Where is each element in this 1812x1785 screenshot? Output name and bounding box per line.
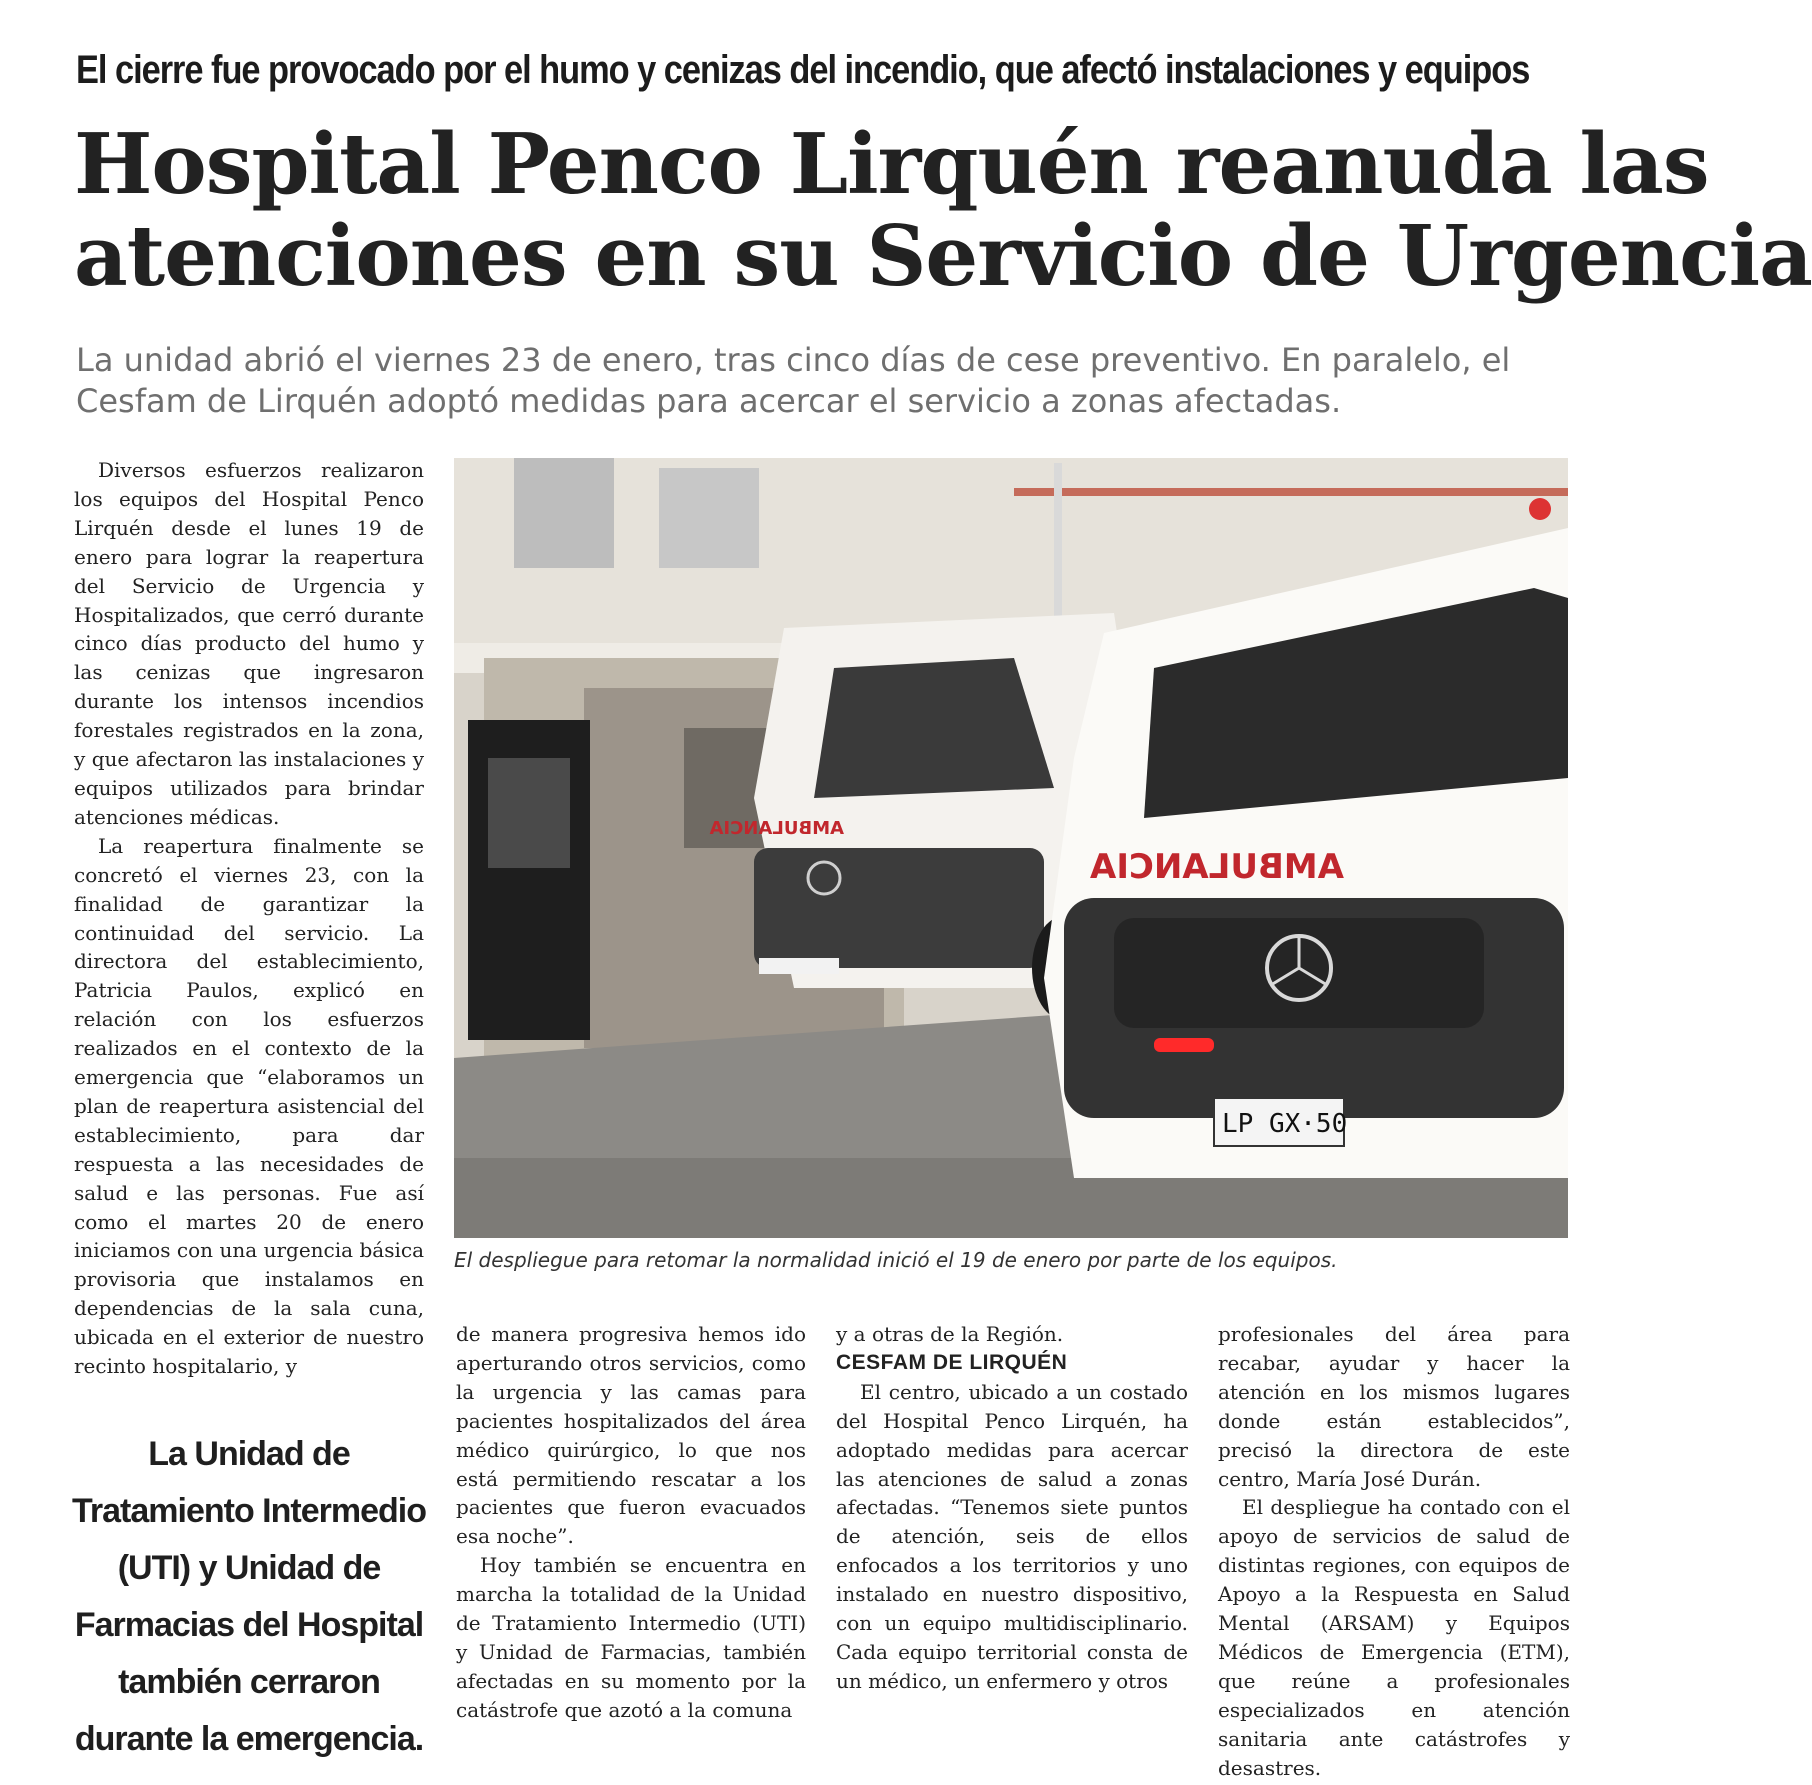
back-ambulance-text: AMBULANCIA bbox=[709, 818, 844, 839]
headline bbox=[74, 115, 1812, 305]
body-paragraph: de manera progresiva hemos ido aperturando otros servicios, como la urgencia y las camas para pacientes hospitalizados del área médico quirúrgico, lo que nos está permitiendo rescatar a los pacientes que fueron evacuados esa noche”. bbox=[456, 1322, 806, 1549]
photo-caption: El despliegue para retomar la normalidad inició el 19 de enero por parte de los equipos. bbox=[454, 1248, 1338, 1272]
deck bbox=[76, 340, 1576, 422]
body-paragraph: y a otras de la Región. bbox=[836, 1322, 1064, 1346]
body-paragraph: El despliegue ha contado con el apoyo de servicios de salud de distintas regiones, con equipos de Apoyo a la Respuesta en Salud Mental (ARSAM) y Equipos Médicos de Emergencia (ETM), que reúne a profesionales especializados en atención sanitaria ante catástrofes y desastres. bbox=[1218, 1495, 1570, 1780]
body-paragraph: Diversos esfuerzos realizaron los equipos del Hospital Penco Lirquén desde el lunes 19 de enero para lograr la reapertura del Servicio de Urgencia y Hospitalizados, que cerró durante cinco días producto del humo y las cenizas que ingresaron durante los intensos incendios forestales registrados en la zona, y que afectaron las instalaciones y equipos utilizados para brindar atenciones médicas. bbox=[74, 458, 424, 829]
headline-line-1: Hospital Penco Lirquén reanuda las bbox=[74, 115, 1709, 213]
pull-quote: La Unidad de Tratamiento Intermedio (UTI) y Unidad de Farmacias del Hospital también cerraron durante la emergencia. bbox=[72, 1435, 426, 1758]
body-column-1 bbox=[74, 456, 424, 1379]
headline-line-2: atenciones en su Servicio de Urgencia bbox=[74, 207, 1812, 305]
deck-line-1: La unidad abrió el viernes 23 de enero, tras cinco días de cese preventivo. En paralelo, el bbox=[76, 341, 1511, 379]
body-column-2 bbox=[456, 1320, 806, 1726]
body-paragraph: El centro, ubicado a un costado del Hospital Penco Lirquén, ha adoptado medidas para acercar las atenciones de salud a zonas afectadas. “Tenemos siete puntos de atención, seis de ellos enfocados a los territorios y uno instalado en nuestro dispositivo, con un equipo multidisciplinario. Cada equipo territorial consta de un médico, un enfermero y otros bbox=[836, 1379, 1188, 1693]
kicker: El cierre fue provocado por el humo y cenizas del incendio, que afectó instalaciones y equipos bbox=[76, 48, 1530, 92]
body-paragraph: profesionales del área para recabar, ayudar y hacer la atención en los mismos lugares donde están establecidos”, precisó la directora de este centro, María José Durán. bbox=[1218, 1322, 1570, 1491]
deck-line-2: Cesfam de Lirquén adoptó medidas para acercar el servicio a zonas afectadas. bbox=[76, 382, 1342, 420]
body-column-4 bbox=[1218, 1320, 1570, 1780]
ambulance-photo bbox=[454, 458, 1568, 1238]
front-ambulance-plate: LP GX·50 bbox=[1222, 1109, 1348, 1139]
section-subhead: CESFAM DE LIRQUÉN bbox=[836, 1350, 1068, 1374]
ambulance-photo-illustration bbox=[454, 458, 1568, 1238]
front-ambulance-text: AMBULANCIA bbox=[1089, 847, 1344, 887]
body-paragraph: Hoy también se encuentra en marcha la totalidad de la Unidad de Tratamiento Intermedio (UTI) y Unidad de Farmacias, también afectadas en su momento por la catástrofe que azotó a la comuna bbox=[456, 1553, 806, 1722]
body-column-3 bbox=[836, 1320, 1188, 1726]
body-paragraph: La reapertura finalmente se concretó el viernes 23, con la finalidad de garantizar la continuidad del servicio. La directora del establecimiento, Patricia Paulos, explicó en relación con los esfuerzos realizados en el contexto de la emergencia que “elaboramos un plan de reapertura asistencial del establecimiento, para dar respuesta a las necesidades de salud e las personas. Fue así como el martes 20 de enero iniciamos con una urgencia básica provisoria que instalamos en dependencias de la sala cuna, ubicada en el exterior de nuestro recinto hospitalario, y bbox=[74, 833, 424, 1379]
